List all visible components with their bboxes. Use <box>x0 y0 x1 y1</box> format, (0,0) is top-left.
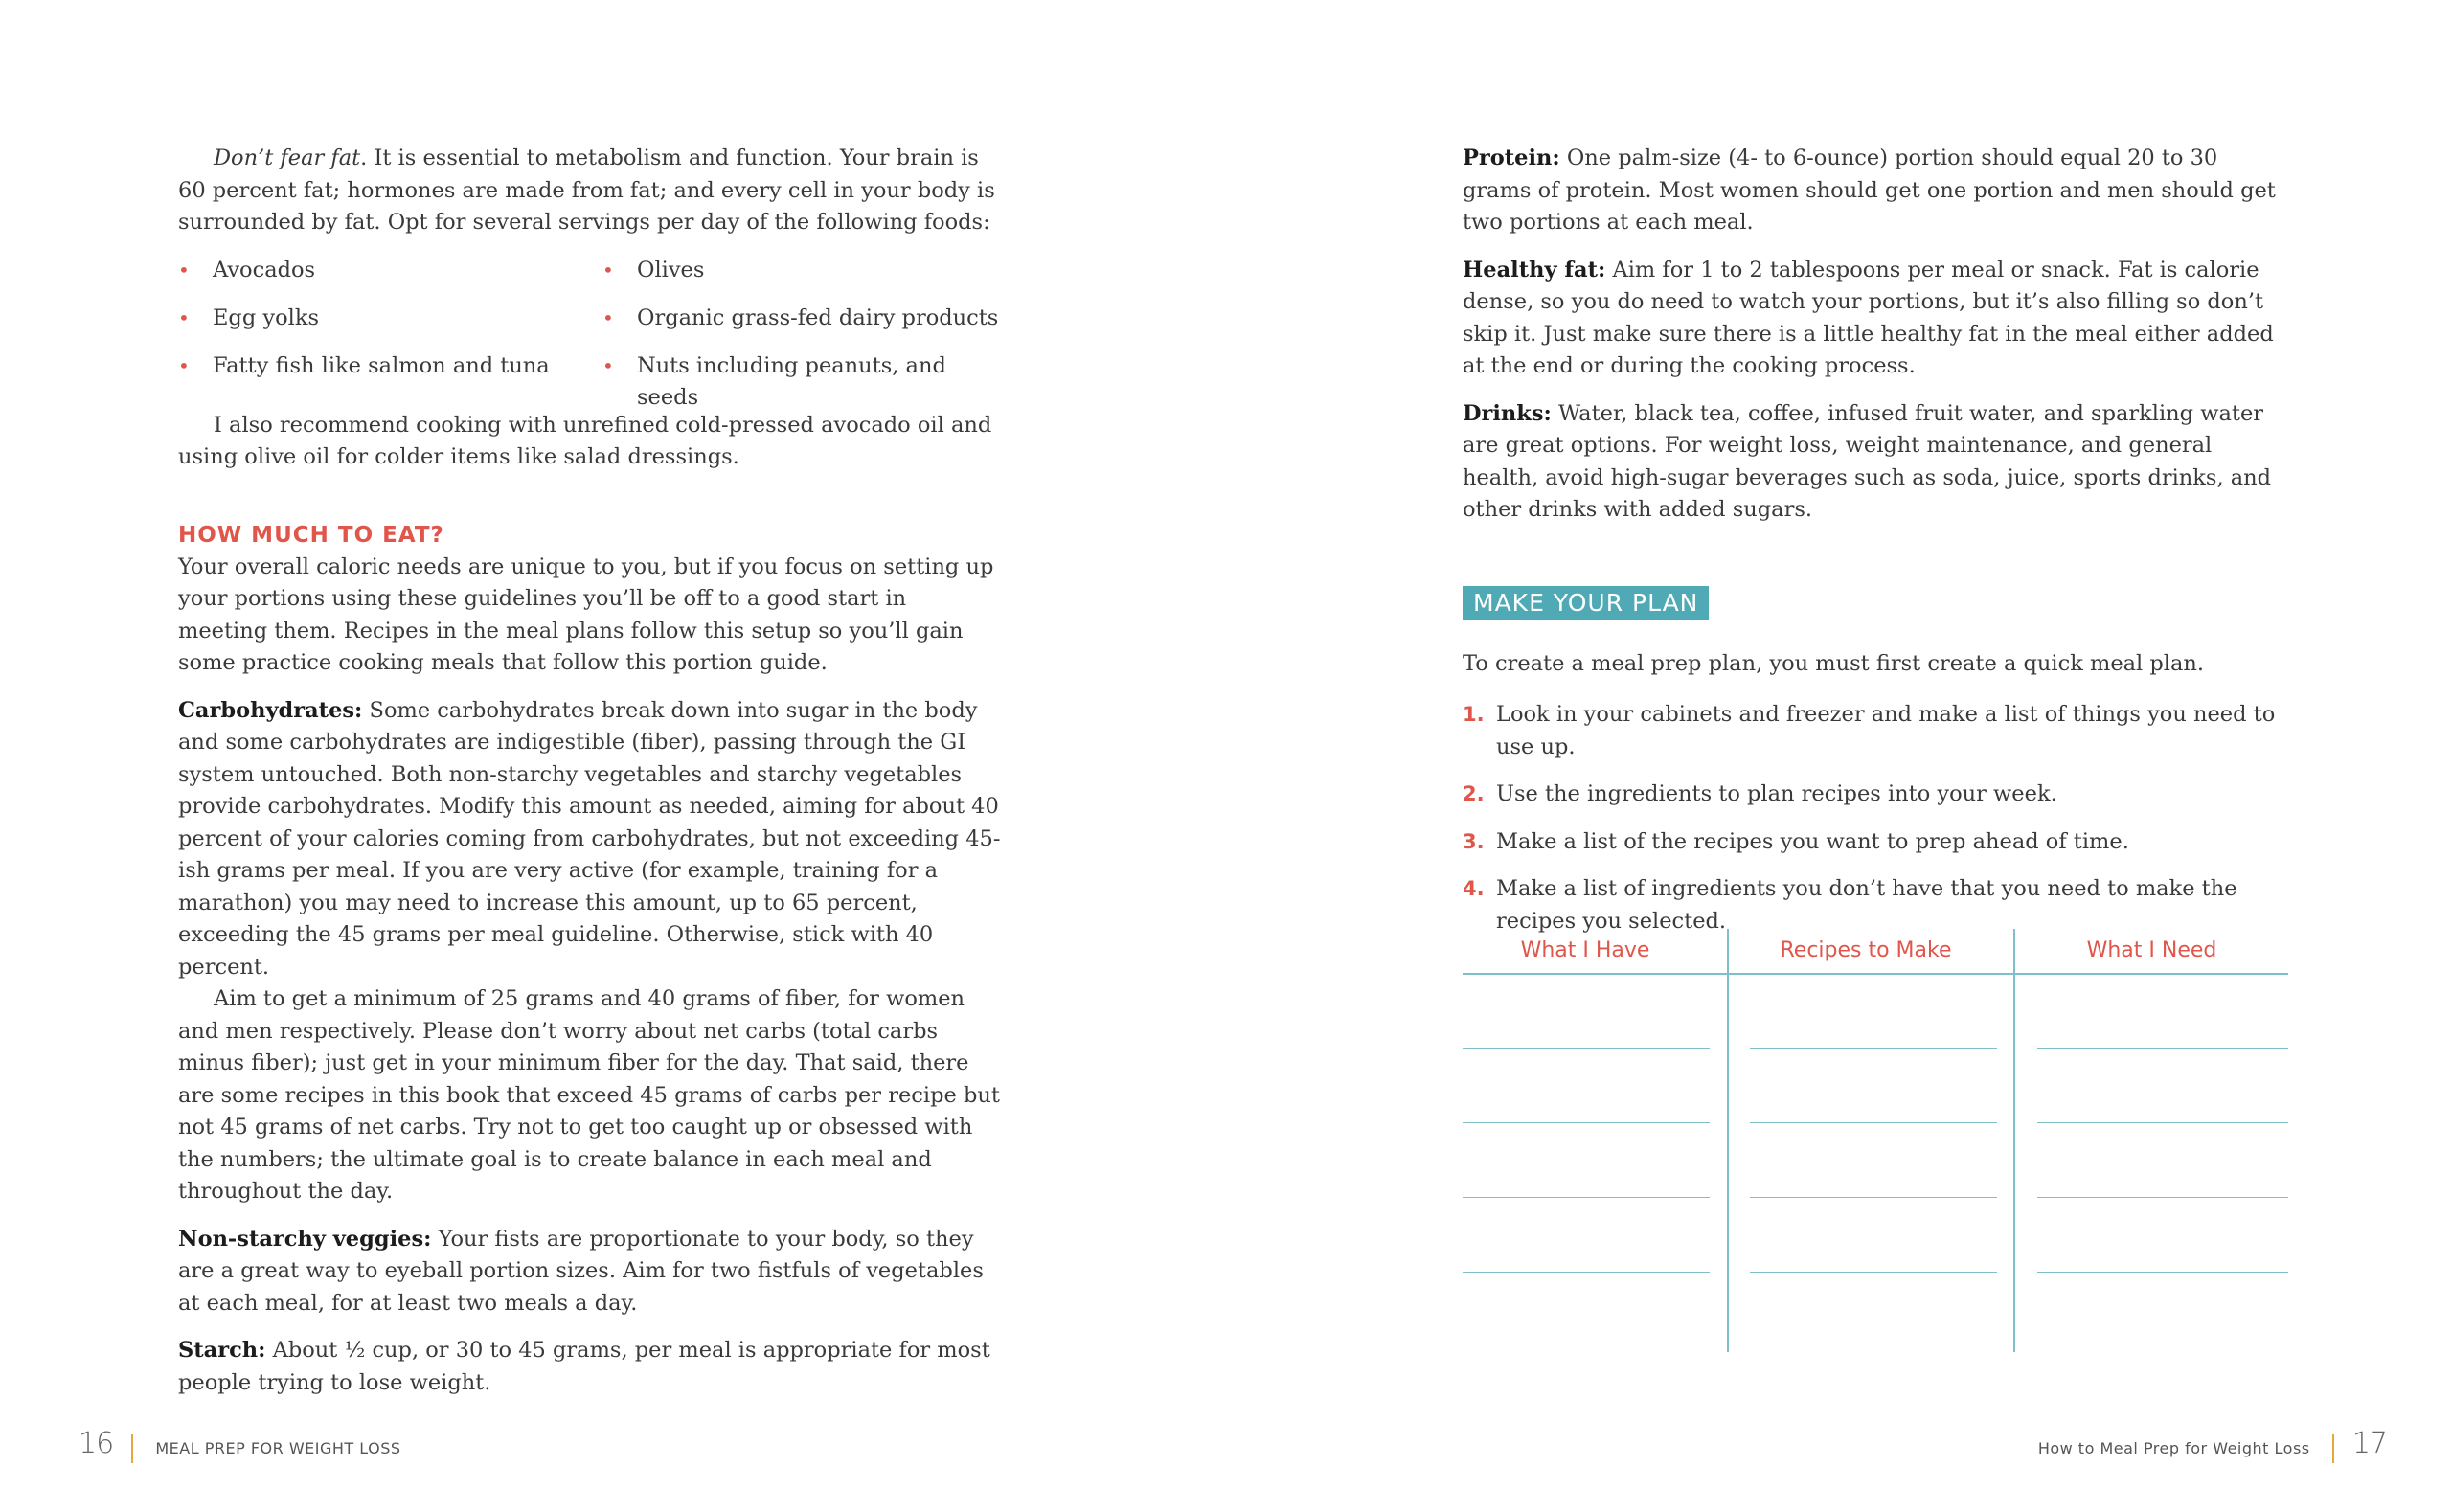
list-item: • Olives <box>602 255 1002 303</box>
starch-term: Starch: <box>178 1338 266 1363</box>
header-rule <box>1463 973 2288 975</box>
step-number: 2. <box>1463 782 1485 805</box>
blank-line <box>1463 1048 1710 1049</box>
right-page <box>1463 0 2286 1512</box>
left-page-number: 16 <box>79 1427 114 1460</box>
column-divider <box>1727 929 1729 1352</box>
list-item: • Avocados <box>178 255 550 303</box>
column-divider <box>2013 929 2015 1352</box>
step-number: 4. <box>1463 877 1485 900</box>
fat-foods-list <box>178 255 1002 410</box>
intro-emphasis: Don’t fear fat <box>214 146 361 170</box>
step-text: Make a list of the recipes you want to prep ahead of time. <box>1496 828 2129 854</box>
starch-paragraph <box>178 1335 1002 1399</box>
footer-divider <box>2332 1434 2334 1463</box>
blank-line <box>1750 1122 1997 1123</box>
step-text: Use the ingredients to plan recipes into your week. <box>1496 781 2057 806</box>
protein-term: Protein: <box>1463 146 1560 170</box>
fat-paragraph <box>1463 255 2286 383</box>
list-item: • Fatty fish like salmon and tuna <box>178 350 550 398</box>
left-running-title: MEAL PREP FOR WEIGHT LOSS <box>155 1439 401 1457</box>
blank-line <box>1750 1197 1997 1198</box>
bullet-icon: • <box>178 353 190 377</box>
list-item <box>1463 779 2286 811</box>
fat-foods-column-2 <box>602 255 1002 410</box>
section-heading-how-much: HOW MUCH TO EAT? <box>178 522 444 548</box>
protein-text: One palm-size (4- to 6-ounce) portion should equal 20 to 30 grams of protein. Most women should get one portion and men should get two portions at each meal. <box>1463 146 2276 235</box>
blank-line <box>2037 1197 2288 1198</box>
step-text: Make a list of ingredients you don’t have that you need to make the recipes you selected. <box>1496 876 2237 934</box>
bullet-icon: • <box>602 353 614 377</box>
protein-paragraph <box>1463 143 2286 239</box>
plan-intro: To create a meal prep plan, you must first create a quick meal plan. <box>1463 650 2205 676</box>
make-your-plan-heading: MAKE YOUR PLAN <box>1463 586 1709 620</box>
veggies-paragraph <box>178 1224 1002 1320</box>
column-header-recipes-to-make: Recipes to Make <box>1780 938 1952 962</box>
carbs-paragraph <box>178 695 1002 984</box>
list-item: • Nuts including peanuts, and seeds <box>602 350 1002 398</box>
fat-text: Aim for 1 to 2 tablespoons per meal or snack. Fat is calorie dense, so you do need to watch your portions, but it’s also filling so don’t skip it. Just make sure there is a little healthy fat in the meal either added at the end or during the cooking process. <box>1463 257 2274 378</box>
step-number: 1. <box>1463 703 1485 726</box>
drinks-paragraph <box>1463 398 2286 527</box>
plan-steps <box>1463 699 2286 937</box>
list-item: • Egg yolks <box>178 303 550 350</box>
starch-text: About ½ cup, or 30 to 45 grams, per meal is appropriate for most people trying to lose weight. <box>178 1338 990 1395</box>
bullet-icon: • <box>178 305 190 329</box>
blank-line <box>1463 1197 1710 1198</box>
carbs-text: Some carbohydrates break down into sugar in the body and some carbohydrates are indigestible (fiber), passing through the GI system untouched. Both non-starchy vegetables and starchy vegetables provide carbohydrates. Modify this amount as needed, aiming for about 40 percent of your calories coming from carbohydrates, but not exceeding 45-ish grams per meal. If you are very active (for example, training for a marathon) you may need to increase this amount, up to 65 percent, exceeding the 45 grams per meal guideline. Otherwise, stick with 40 percent. <box>178 697 1001 980</box>
veggies-term: Non-starchy veggies: <box>178 1226 432 1252</box>
list-item: • Organic grass-fed dairy products <box>602 303 1002 350</box>
list-item <box>1463 826 2286 859</box>
fat-term: Healthy fat: <box>1463 257 1606 282</box>
blank-line <box>2037 1272 2288 1273</box>
oil-paragraph: I also recommend cooking with unrefined cold-pressed avocado oil and using olive oil for colder items like salad dressings. <box>178 412 992 469</box>
veggies-text: Your fists are proportionate to your body, so they are a great way to eyeball portion sizes. Aim for two fistfuls of vegetables at each meal, for at least two meals a day. <box>178 1226 984 1316</box>
fiber-paragraph: Aim to get a minimum of 25 grams and 40 grams of fiber, for women and men respectively. Please don’t worry about net carbs (total carbs minus fiber); just get in your minimum fiber for the day. That said, there are some recipes in this book that exceed 45 grams of carbs per recipe but not 45 grams of net carbs. Try not to get too caught up or obsessed with the numbers; the ultimate goal is to create balance in each meal and throughout the day. <box>178 986 1000 1204</box>
blank-line <box>2037 1048 2288 1049</box>
blank-line <box>1463 1272 1710 1273</box>
footer-divider <box>131 1434 133 1463</box>
bullet-icon: • <box>602 305 614 329</box>
right-footer <box>2038 1427 2387 1461</box>
drinks-text: Water, black tea, coffee, infused fruit water, and sparkling water are great options. For weight loss, weight maintenance, and general health, avoid high-sugar beverages such as soda, juice, sports drinks, and other drinks with added sugars. <box>1463 400 2272 522</box>
drinks-term: Drinks: <box>1463 400 1552 426</box>
blank-line <box>1750 1272 1997 1273</box>
intro-text: . It is essential to metabolism and function. Your brain is 60 percent fat; hormones are made from fat; and every cell in your body is surrounded by fat. Opt for several servings per day of the following foods: <box>178 146 995 235</box>
right-running-title: How to Meal Prep for Weight Loss <box>2037 1439 2310 1457</box>
bullet-icon: • <box>602 258 614 282</box>
intro-paragraph <box>178 143 1002 239</box>
column-header-what-i-need: What I Need <box>2086 938 2217 962</box>
left-page <box>178 0 1002 1512</box>
bullet-icon: • <box>178 258 190 282</box>
blank-line <box>1463 1122 1710 1123</box>
blank-line <box>1750 1048 1997 1049</box>
fat-foods-column-1 <box>178 255 550 398</box>
section-intro: Your overall caloric needs are unique to you, but if you focus on setting up your portions using these guidelines you’ll be off to a good start in meeting them. Recipes in the meal plans follow this setup so you’ll gain some practice cooking meals that follow this portion guide. <box>178 553 994 675</box>
list-item <box>1463 873 2286 937</box>
list-item <box>1463 699 2286 763</box>
blank-line <box>2037 1122 2288 1123</box>
column-header-what-i-have: What I Have <box>1520 938 1650 962</box>
meal-plan-worksheet <box>1463 929 2288 1352</box>
carbs-term: Carbohydrates: <box>178 697 363 723</box>
step-text: Look in your cabinets and freezer and make a list of things you need to use up. <box>1496 702 2276 759</box>
step-number: 3. <box>1463 829 1485 853</box>
right-page-number: 17 <box>2351 1427 2387 1460</box>
left-footer <box>79 1427 401 1461</box>
